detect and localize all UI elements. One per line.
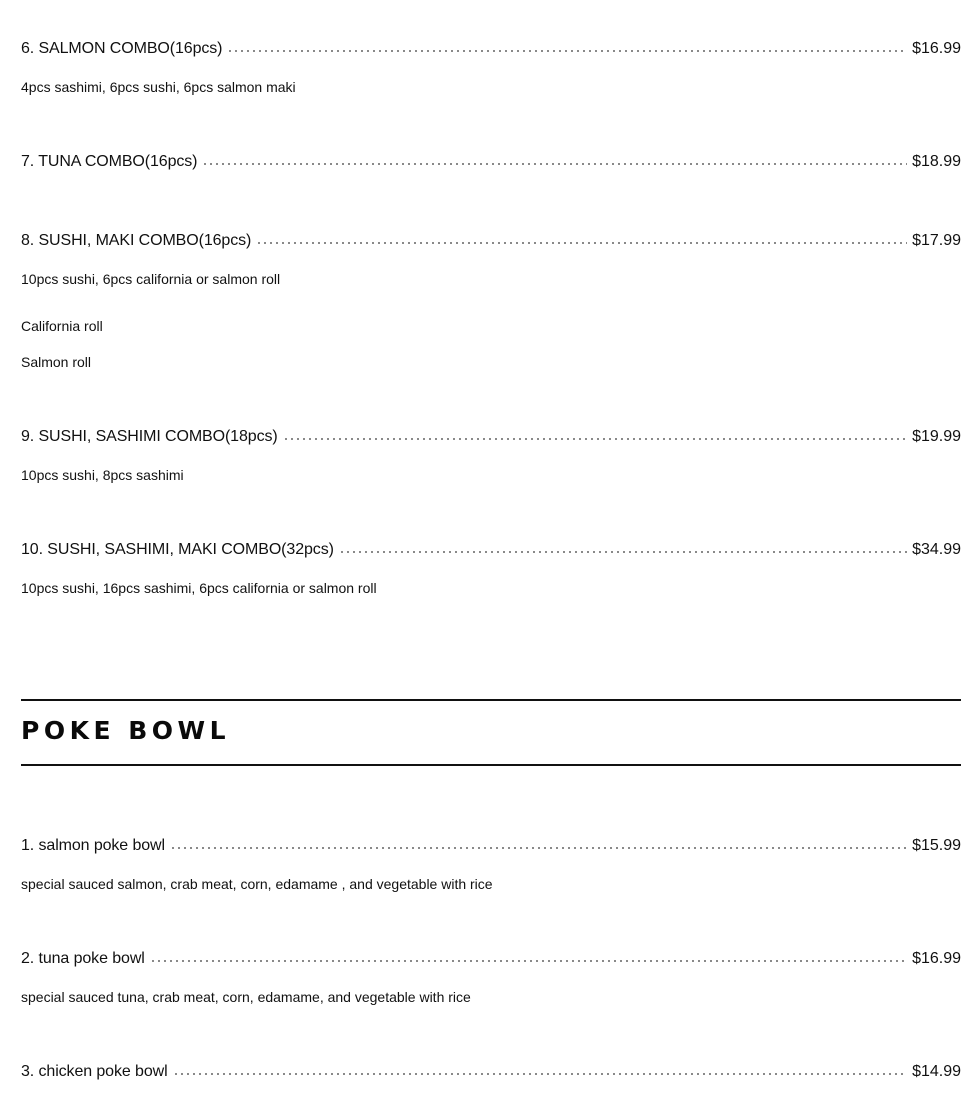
section-title: POKE BOWL [21,716,231,745]
item-name: 2. tuna poke bowl [21,950,145,967]
item-description: 10pcs sushi, 8pcs sashimi [21,467,184,483]
dot-leader [283,429,907,441]
item-price: $19.99 [912,428,961,445]
item-price: $15.99 [912,837,961,854]
item-price: $18.99 [912,153,961,170]
item-name: 3. chicken poke bowl [21,1063,168,1080]
item-name: 7. TUNA COMBO(16pcs) [21,153,198,170]
item-name: 10. SUSHI, SASHIMI, MAKI COMBO(32pcs) [21,541,334,558]
item-name: 9. SUSHI, SASHIMI COMBO(18pcs) [21,428,278,445]
menu-item [21,837,961,892]
item-price: $16.99 [912,950,961,967]
menu-item [21,950,961,1005]
dot-leader [170,838,907,850]
item-name: 1. salmon poke bowl [21,837,165,854]
item-price: $34.99 [912,541,961,558]
item-description: 10pcs sushi, 16pcs sashimi, 6pcs california or salmon roll [21,580,377,596]
item-description: special sauced tuna, crab meat, corn, edamame, and vegetable with rice [21,989,471,1005]
dot-leader [227,41,907,53]
dot-leader [150,951,907,963]
menu-item [21,153,961,175]
dot-leader [202,154,907,166]
section-divider-bottom [21,764,961,766]
menu-item [21,541,961,596]
item-description: 10pcs sushi, 6pcs california or salmon roll [21,271,281,287]
item-description: special sauced salmon, crab meat, corn, edamame , and vegetable with rice [21,876,493,892]
menu-item [21,428,961,483]
menu-item [21,1063,961,1085]
item-price: $16.99 [912,40,961,57]
dot-leader [339,542,907,554]
item-option: Salmon roll [21,354,92,370]
item-option: California roll [21,318,103,334]
item-name: 8. SUSHI, MAKI COMBO(16pcs) [21,232,252,249]
dot-leader [256,233,907,245]
item-price: $17.99 [912,232,961,249]
item-name: 6. SALMON COMBO(16pcs) [21,40,223,57]
menu-item [21,40,961,95]
menu-item [21,232,961,370]
dot-leader [173,1064,908,1076]
section-divider-top [21,699,961,701]
item-price: $14.99 [912,1063,961,1080]
item-description: 4pcs sashimi, 6pcs sushi, 6pcs salmon maki [21,79,296,95]
